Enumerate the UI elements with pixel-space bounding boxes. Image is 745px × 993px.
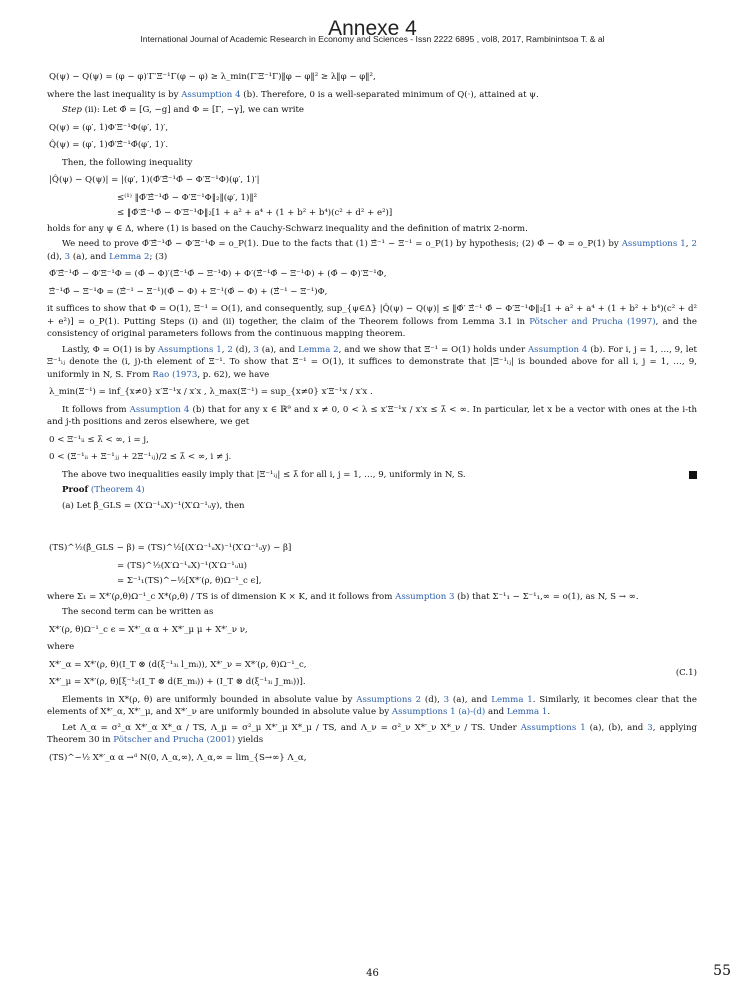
paragraph: where xyxy=(47,642,75,652)
reference-link[interactable]: Assumptions 1 xyxy=(157,344,222,355)
equation: X*′_μ = X*′(ρ, θ)[ξ⁻¹₂(I_T ⊗ d(E_mᵢ)) + (I_T ⊗ d(ξ⁻¹₃ᵢ J_mᵢ))]. xyxy=(49,677,306,687)
equation: 0 < (Ξ⁻¹ᵢᵢ + Ξ⁻¹ⱼⱼ + 2Ξ⁻¹ᵢⱼ)/2 ≤ λ̄ < ∞, i ≠ j. xyxy=(49,452,232,462)
equation: Q(ψ) − Q(ψ) = (φ − φ)′Γ′Ξ⁻¹Γ(φ − φ) ≥ λ_min(Γ′Ξ⁻¹Γ)‖φ − φ‖² ≥ λ‖φ − φ‖², xyxy=(49,72,376,82)
proof-heading: Proof (Theorem 4) xyxy=(62,485,145,495)
paragraph: Then, the following inequality xyxy=(62,157,193,168)
equation: λ_min(Ξ⁻¹) = inf_{x≠0} x′Ξ⁻¹x / x′x , λ_max(Ξ⁻¹) = sup_{x≠0} x′Ξ⁻¹x / x′x . xyxy=(49,387,373,397)
reference-link[interactable]: 3 xyxy=(647,722,653,733)
reference-link[interactable]: Assumptions 2 xyxy=(356,694,422,705)
reference-link[interactable]: Assumptions 1 xyxy=(520,722,586,733)
equation: Q̂(ψ) = (φ′, 1)Φ̂′Ξ̂⁻¹Φ̂(φ′, 1)′. xyxy=(49,140,169,150)
journal-running-head: International Journal of Academic Research in Economy and Sciences - Issn 2222 6895 , vol8, 2017, Rambinintsoa T. & al xyxy=(140,34,605,44)
paragraph: Lastly, Φ = O(1) is by Assumptions 1, 2 (d), 3 (a), and Lemma 2, and we show that Ξ⁻¹ = O(1) holds under Assumption 4 (b). For i, j = 1, …, 9, let Ξ⁻¹ᵢⱼ denote the (i, j)-th element of Ξ⁻¹. To show that Ξ⁻¹ = O(1), it suffices to demonstrate that |Ξ⁻¹ᵢⱼ| is bounded above for all i, j = 1, …, 9, uniformly in N, S. From Rao (1973, p. 62), we have xyxy=(47,344,698,380)
page-number-outer: 55 xyxy=(713,963,731,979)
equation: = Σ⁻¹₁(TS)^−½[X*′(ρ, θ)Ω⁻¹_c ϵ], xyxy=(117,576,262,586)
reference-link[interactable]: Assumption 4 xyxy=(129,404,190,415)
reference-link[interactable]: Assumptions 1 (a)-(d) xyxy=(391,707,486,717)
reference-link[interactable]: 3 xyxy=(443,694,450,705)
equation: Q(ψ) = (φ′, 1)Φ′Ξ⁻¹Φ(φ′, 1)′, xyxy=(49,122,169,133)
annexe-title: Annexe 4 xyxy=(328,17,417,40)
paragraph: where the last inequality is by Assumption 4 (b). Therefore, 0 is a well-separated minimum of Q(·), attained at ψ. xyxy=(47,89,539,100)
paragraph: holds for any ψ ∈ Δ, where (1) is based on the Cauchy-Schwarz inequality and the definition of matrix 2-norm. xyxy=(47,223,528,234)
equation-block xyxy=(47,659,697,689)
paragraph: Elements in X*(ρ, θ) are uniformly bounded in absolute value by Assumptions 2 (d), 3 (a), and Lemma 1. Similarly, it becomes clear that the elements of X*′_α, X*′_μ, and X*′_ν are uniformly bounded in absolute value by Assumptions 1 (a)-(d) and Lemma 1. xyxy=(47,694,697,717)
reference-link[interactable]: Assumption 3 xyxy=(395,591,455,602)
reference-link[interactable]: Pötscher and Prucha (2001) xyxy=(113,735,236,745)
equation: ≤ ‖Φ̂′Ξ̂⁻¹Φ̂ − Φ′Ξ⁻¹Φ‖₂[1 + a² + a⁴ + (1 + b² + b⁴)(c² + d² + e²)] xyxy=(117,208,393,218)
equation: = (TS)^½(X′Ω⁻¹ᵤX)⁻¹(X′Ω⁻¹ᵤu) xyxy=(117,560,248,571)
equation: X*′(ρ, θ)Ω⁻¹_c ϵ = X*′_α α + X*′_μ μ + X*′_ν ν, xyxy=(49,624,248,635)
equation: Ξ̂⁻¹Φ̂ − Ξ⁻¹Φ = (Ξ̂⁻¹ − Ξ⁻¹)(Φ̂ − Φ) + Ξ⁻¹(Φ̂ − Φ) + (Ξ̂⁻¹ − Ξ⁻¹)Φ, xyxy=(49,286,328,297)
paragraph: The above two inequalities easily imply that |Ξ⁻¹ᵢⱼ| ≤ λ̄ for all i, j = 1, …, 9, uniformly in N, S. xyxy=(47,469,697,482)
equation: (TS)^−½ X*′_α α →ᵈ N(0, Λ_α,∞), Λ_α,∞ = lim_{S→∞} Λ_α, xyxy=(49,752,307,763)
equation: ≤⁽¹⁾ ‖Φ̂′Ξ̂⁻¹Φ̂ − Φ′Ξ⁻¹Φ‖₂‖(φ′, 1)‖² xyxy=(117,192,258,203)
paper-body xyxy=(47,66,697,769)
reference-link[interactable]: 2 xyxy=(227,344,233,355)
reference-link[interactable]: Assumption 4 xyxy=(527,344,588,355)
equation: (TS)^½(β̂_GLS − β) = (TS)^½[(X′Ω⁻¹ᵤX)⁻¹(X′Ω⁻¹ᵤy) − β] xyxy=(49,543,292,553)
reference-link[interactable]: Pötscher and Prucha (1997) xyxy=(529,316,656,327)
reference-link[interactable]: Lemma 1 xyxy=(506,707,548,717)
qed-mark xyxy=(689,471,697,479)
list-item: (a) Let β̂_GLS = (X′Ω⁻¹ᵤX)⁻¹(X′Ω⁻¹ᵤy), then xyxy=(62,500,245,511)
step-paragraph: Step (ii): Let Φ̂ = [G, −g] and Φ = [Γ, −γ], we can write xyxy=(62,105,305,115)
equation: |Q̂(ψ) − Q(ψ)| = |(φ′, 1)(Φ̂′Ξ̂⁻¹Φ̂ − Φ′Ξ⁻¹Φ)(φ′, 1)′| xyxy=(49,175,260,185)
reference-link[interactable]: Assumptions 1 xyxy=(621,239,686,249)
paragraph: We need to prove Φ̂′Ξ̂⁻¹Φ̂ − Φ′Ξ⁻¹Φ = o_P(1). Due to the facts that (1) Ξ̂⁻¹ − Ξ⁻¹ = o_P(1) by hypothesis; (2) Φ̂ − Φ = o_P(1) by Assumptions 1, 2 (d), 3 (a), and Lemma 2; (3) xyxy=(47,239,698,262)
paragraph: it suffices to show that Φ = O(1), Ξ⁻¹ = O(1), and consequently, sup_{ψ∈Δ} |Q̂(ψ) − Q(ψ)| ≤ ‖Φ̂′ Ξ̂⁻¹ Φ̂ − Φ′Ξ⁻¹Φ‖₂[1 + a² + a⁴ + (1 + b² + b⁴)(c² + d² + e²)] = o_P(1). Putting Steps (i) and (ii) together, the claim of the Theorem follows from Lemma 3.1 in Pötscher and Prucha (1997), and the consistency of original parameters follows from the continuous mapping theorem. xyxy=(47,304,698,339)
reference-link[interactable]: 3 xyxy=(253,344,259,355)
reference-link[interactable]: (Theorem 4) xyxy=(90,485,145,495)
reference-link[interactable]: Lemma 2 xyxy=(109,251,150,262)
equation: X*′_α = X*′(ρ, θ)(I_T ⊗ (d(ξ⁻¹₃ᵢ l_mᵢ)), X*′_ν = X*′(ρ, θ)Ω⁻¹_c, xyxy=(49,659,307,670)
reference-link[interactable]: Lemma 2 xyxy=(298,344,339,355)
reference-link[interactable]: 2 xyxy=(691,239,698,249)
page-number: 46 xyxy=(366,968,379,979)
reference-link[interactable]: Lemma 1 xyxy=(491,694,533,705)
paragraph: The second term can be written as xyxy=(62,607,214,617)
paragraph: Let Λ_α = σ²_α X*′_α X*_α / TS, Λ_μ = σ²_μ X*′_μ X*_μ / TS, and Λ_ν = σ²_ν X*′_ν X*_ν / TS. Under Assumptions 1 (a), (b), and 3, applying Theorem 30 in Pötscher and Prucha (2001) yields xyxy=(47,722,697,745)
reference-link[interactable]: Assumption 4 xyxy=(181,89,241,100)
equation: 0 < Ξ⁻¹ᵢᵢ ≤ λ̄ < ∞, i = j, xyxy=(49,434,149,445)
paragraph: It follows from Assumption 4 (b) that for any x ∈ ℝ⁹ and x ≠ 0, 0 < λ ≤ x′Ξ⁻¹x / x′x ≤ λ̄ < ∞. In particular, let x be a vector with ones at the i-th and j-th positions and zeros elsewhere, we get xyxy=(47,404,698,427)
reference-link[interactable]: Rao (1973 xyxy=(152,369,198,380)
equation-number: (C.1) xyxy=(675,667,697,678)
paragraph: where Σ₁ = X*′(ρ,θ)Ω⁻¹_c X*(ρ,θ) / TS is of dimension K × K, and it follows from Assumption 3 (b) that Σ⁻¹₁ − Σ⁻¹₁,∞ = o(1), as N, S → ∞. xyxy=(47,591,639,602)
reference-link[interactable]: 3 xyxy=(64,251,71,262)
equation: Φ̂′Ξ̂⁻¹Φ̂ − Φ′Ξ⁻¹Φ = (Φ̂ − Φ)′(Ξ̂⁻¹Φ̂ − Ξ⁻¹Φ) + Φ′(Ξ̂⁻¹Φ̂ − Ξ⁻¹Φ) + (Φ̂ − Φ)′Ξ⁻¹Φ, xyxy=(49,269,387,279)
